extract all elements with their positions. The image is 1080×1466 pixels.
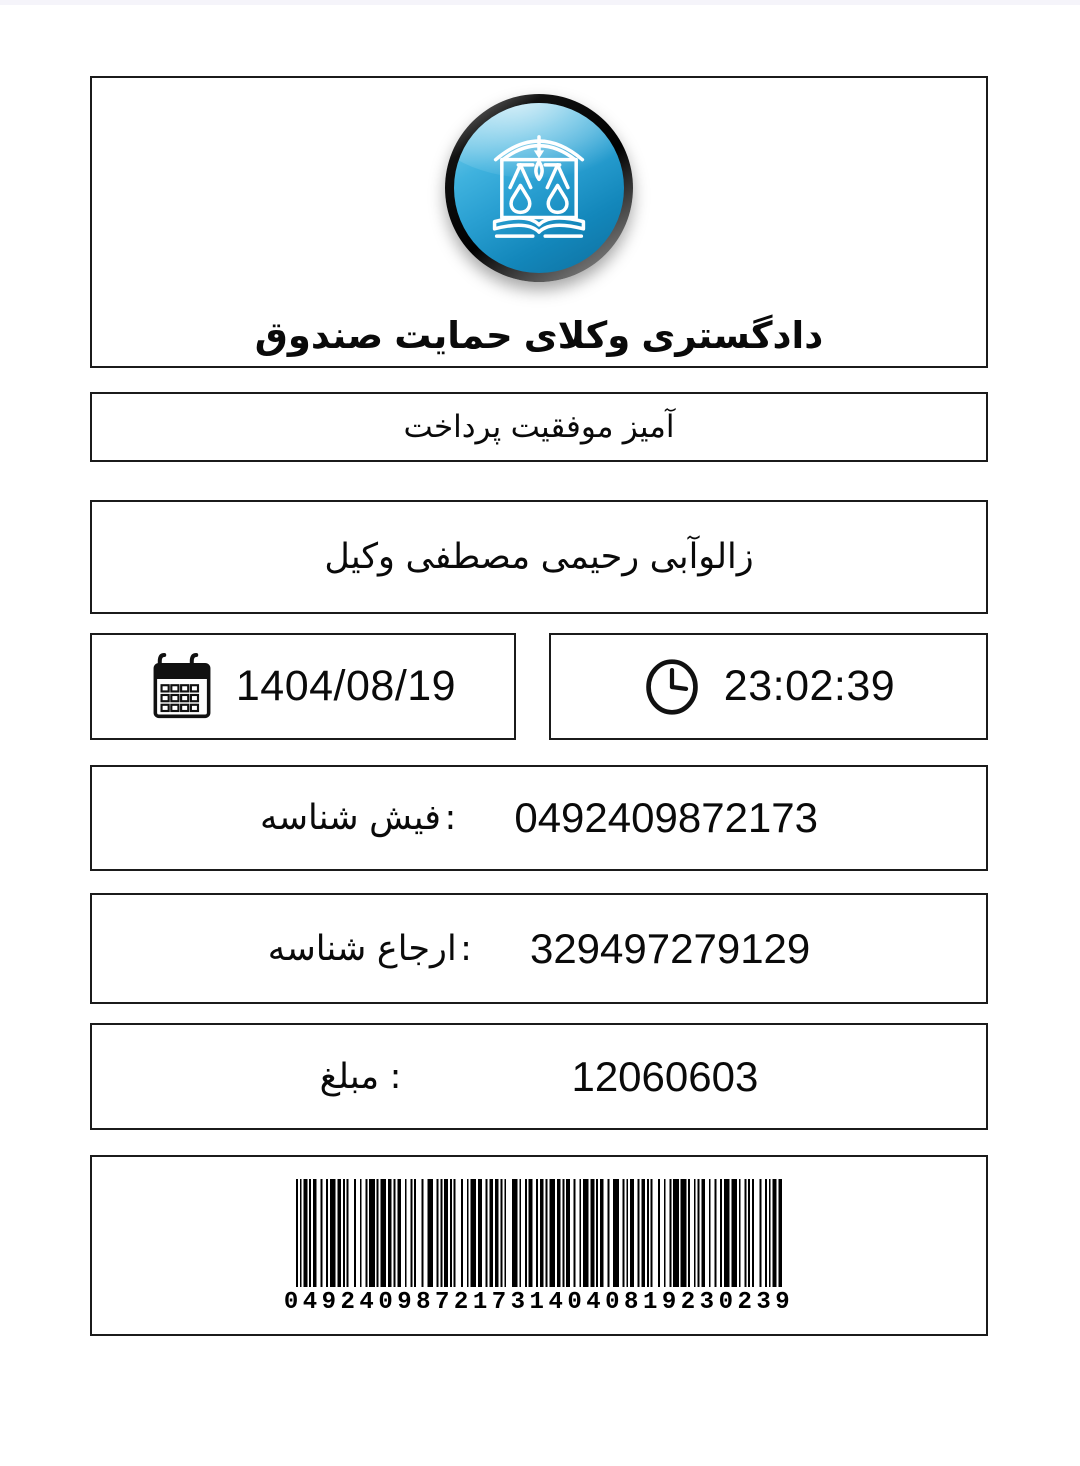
receipt-id-label: شناسه فیش :	[259, 798, 457, 838]
amount-label: مبلغ :	[319, 1056, 402, 1097]
calendar-icon	[150, 652, 214, 722]
time-value: 23:02:39	[723, 662, 896, 710]
bar-association-logo	[445, 94, 633, 282]
date-box	[90, 633, 516, 740]
reference-id-label: شناسه ارجاع :	[267, 928, 472, 969]
payment-status-text: پرداخت موفقیت آمیز	[403, 409, 675, 445]
barcode	[296, 1179, 782, 1287]
reference-id-box	[90, 893, 988, 1004]
logo-face	[454, 103, 624, 273]
org-header-box	[90, 76, 988, 368]
clock-icon	[642, 656, 702, 718]
date-value: 1404/08/19	[235, 662, 457, 710]
payer-name-box	[90, 500, 988, 614]
reference-id-value: 329497279129	[529, 924, 811, 972]
receipt-id-box	[90, 765, 988, 871]
receipt-id-value: 0492409872173	[514, 794, 819, 841]
amount-value: 12060603	[571, 1052, 759, 1100]
payer-name-text: وکیل مصطفی رحیمی زالوآبی	[324, 537, 754, 577]
scales-of-justice-icon	[487, 122, 591, 248]
barcode-box	[90, 1155, 988, 1336]
payment-status-box	[90, 392, 988, 462]
top-edge-strip	[0, 0, 1080, 5]
org-name: صندوق حمایت وکلای دادگستری	[254, 314, 824, 358]
time-box	[549, 633, 988, 740]
barcode-digits: 049240987217314040819230239	[283, 1289, 795, 1316]
amount-box	[90, 1023, 988, 1130]
